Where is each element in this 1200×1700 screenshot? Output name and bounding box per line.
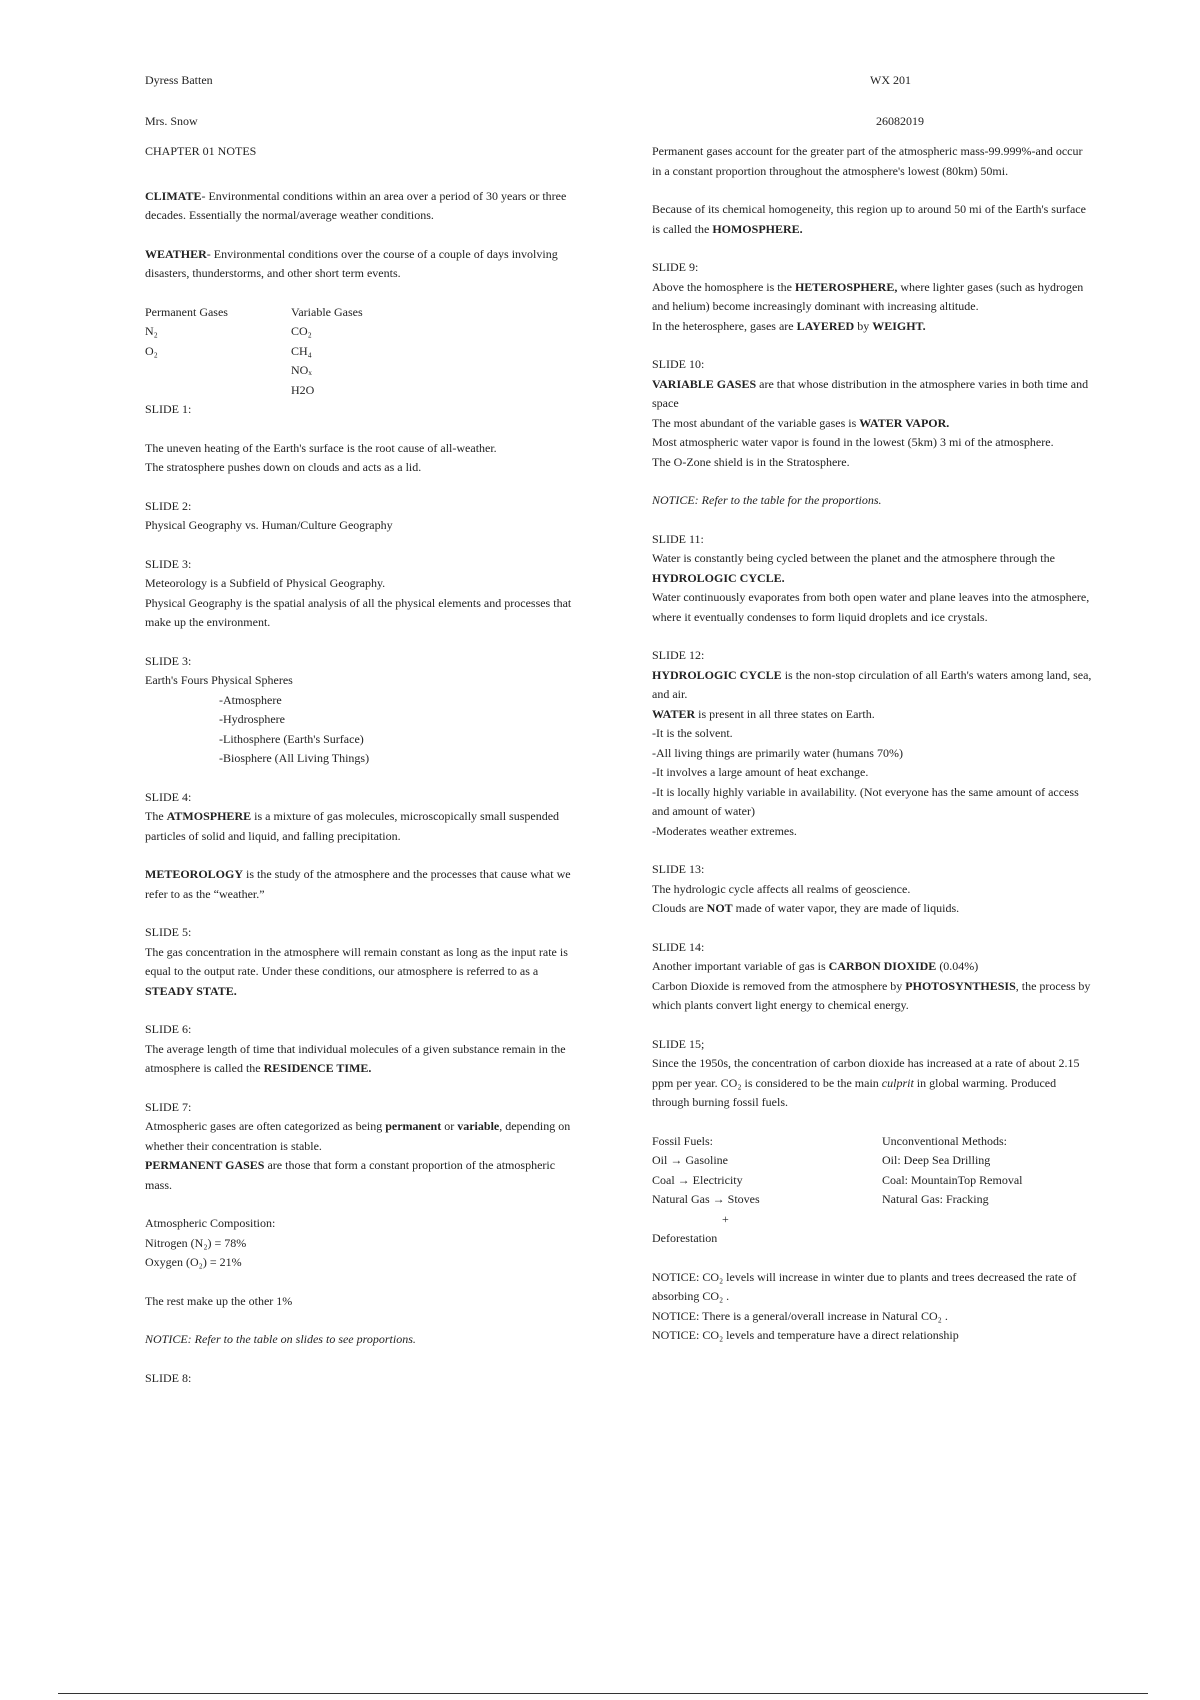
co2-notices	[652, 1268, 1092, 1346]
slide-10-title: SLIDE 10:	[652, 357, 705, 371]
slide-3b	[145, 652, 585, 769]
slide-4	[145, 788, 585, 847]
slide-11-text: Water continuously evaporates from both open water and plane leaves into the atmosphere, where it eventually condenses to form liquid droplets and ice crystals.	[652, 590, 1090, 624]
slide-7-text: , depending on whether their concentration is stable.	[145, 1119, 571, 1153]
climate-term: CLIMATE	[145, 188, 202, 203]
slide-10	[652, 355, 1092, 472]
slide-3a-line: Physical Geography is the spatial analysis of all the physical elements and processes that make up the environment.	[145, 595, 572, 629]
slide-3a-title: SLIDE 3:	[145, 556, 192, 571]
slide-12-text: is the non-stop circulation of all Earth's waters among land, sea, and air.	[652, 667, 1092, 701]
water-fact-item: -It involves a large amount of heat exchange.	[652, 765, 869, 779]
weather-term: WEATHER	[145, 246, 207, 261]
course-code: WX 201	[870, 73, 911, 87]
fossil-fuels-header: Fossil Fuels:	[652, 1133, 714, 1148]
slide-13	[652, 860, 1092, 919]
slide-9-text: Above the homosphere is the	[652, 279, 795, 294]
slide-13-text: made of water vapor, they are made of liquids.	[732, 901, 960, 915]
slide-12	[652, 646, 1092, 841]
slide-13-text: The hydrologic cycle affects all realms of geoscience.	[652, 881, 911, 896]
homosphere-term: HOMOSPHERE.	[712, 221, 803, 236]
water-vapor-term: WATER VAPOR.	[859, 415, 950, 430]
not-term: NOT	[706, 901, 733, 915]
notice-table	[652, 491, 1092, 511]
slide-3b-title: SLIDE 3:	[145, 653, 192, 668]
slide-14-title: SLIDE 14:	[652, 939, 705, 954]
slide-15-text: Since the 1950s, the concentration of carbon dioxide has increased at a rate of about 2.15 ppm per year. CO₂ is considered to be the main	[652, 1056, 1080, 1090]
water-fact-item: -It is the solvent.	[652, 726, 733, 740]
sphere-item: -Atmosphere	[219, 692, 282, 707]
meteorology-definition	[145, 865, 585, 904]
slide-15-title: SLIDE 15;	[652, 1036, 705, 1051]
weight-term: WEIGHT.	[872, 318, 926, 333]
composition-title: Atmospheric Composition:	[145, 1216, 276, 1230]
slide-15	[652, 1035, 1092, 1113]
notice-proportions	[145, 1330, 585, 1350]
slide-5	[145, 923, 585, 1001]
slide-11-text: Water is constantly being cycled between the planet and the atmosphere through the	[652, 551, 1055, 565]
sphere-item: -Hydrosphere	[219, 712, 285, 726]
slide-12-title: SLIDE 12:	[652, 648, 705, 662]
layered-term: LAYERED	[796, 318, 855, 333]
plus-sign: +	[722, 1211, 729, 1226]
composition-line: Oxygen (O₂) = 21%	[145, 1255, 242, 1269]
slide-4-text: is a mixture of gas molecules, microscopically small suspended particles of solid and liquid, and falling precipitation.	[145, 809, 560, 843]
steady-state-term: STEADY STATE.	[145, 983, 237, 998]
homosphere-text: Because of its chemical homogeneity, this region up to around 50 mi of the Earth's surface is called the	[652, 202, 1086, 236]
slide-14-text: , the process by which plants convert light energy to chemical energy.	[652, 978, 1091, 1012]
notice-text: NOTICE: Refer to the table on slides to see proportions.	[145, 1332, 416, 1346]
water-fact-item: -All living things are primarily water (humans 70%)	[652, 745, 903, 760]
water-fact-item: -Moderates weather extremes.	[652, 823, 797, 838]
slide-7-text: or	[441, 1119, 458, 1133]
variable-term: variable	[457, 1119, 500, 1133]
chapter-title: CHAPTER 01 NOTES	[145, 144, 257, 158]
sphere-item: -Biosphere (All Living Things)	[219, 751, 370, 765]
right-column	[652, 142, 1092, 1365]
slide-6-text: The average length of time that individual molecules of a given substance remain in the atmosphere is called the	[145, 1041, 566, 1075]
co2-notice: NOTICE: CO₂ levels and temperature have a direct relationship	[652, 1328, 959, 1342]
date: 26082019	[876, 114, 924, 128]
left-column	[145, 142, 585, 1407]
slide-11	[652, 530, 1092, 628]
slide-1-line: The stratosphere pushes down on clouds and acts as a lid.	[145, 460, 422, 474]
slide-6	[145, 1020, 585, 1079]
homosphere-paragraph	[652, 200, 1092, 239]
permanent-gas: N₂	[145, 324, 158, 338]
slide-11-title: SLIDE 11:	[652, 531, 704, 546]
composition-line: Nitrogen (N₂) = 78%	[145, 1235, 247, 1250]
deforestation: Deforestation	[652, 1231, 718, 1245]
slide-14-text: (0.04%)	[936, 959, 979, 973]
spheres-intro: Earth's Fours Physical Spheres	[145, 673, 293, 687]
carbon-dioxide-term: CARBON DIOXIDE	[828, 959, 937, 973]
variable-gas: CO₂	[291, 324, 312, 338]
unconventional-method-item: Natural Gas: Fracking	[882, 1192, 989, 1206]
variable-gases-header: Variable Gases	[291, 304, 363, 319]
climate-text: - Environmental conditions within an area over a period of 30 years or three decades. Essentially the normal/average weather conditions.	[145, 188, 567, 222]
permanent-term: permanent	[385, 1119, 442, 1133]
slide-15-text: in global warming. Produced through burning fossil fuels.	[652, 1075, 1057, 1109]
slide-9-title: SLIDE 9:	[652, 260, 699, 274]
footer-divider	[58, 1693, 1148, 1694]
weather-text: - Environmental conditions over the course of a couple of days involving disasters, thunderstorms, and other short term events.	[145, 246, 558, 280]
unconventional-method-item: Oil: Deep Sea Drilling	[882, 1153, 991, 1167]
co2-notice: NOTICE: There is a general/overall increase in Natural CO₂ .	[652, 1308, 948, 1323]
meteorology-term: METEOROLOGY	[145, 867, 244, 881]
hydrologic-cycle-term: HYDROLOGIC CYCLE	[652, 667, 782, 682]
hydrologic-cycle-term: HYDROLOGIC CYCLE.	[652, 570, 785, 585]
slide-9-text: In the heterosphere, gases are	[652, 318, 797, 333]
slide-2	[145, 497, 585, 536]
permanent-gases-paragraph: Permanent gases account for the greater part of the atmospheric mass-99.999%-and occur in a constant proportion throughout the atmosphere's lowest (80km) 50mi.	[652, 144, 1083, 178]
variable-gas: NOₓ	[291, 363, 312, 377]
photosynthesis-term: PHOTOSYNTHESIS	[905, 978, 1016, 993]
slide-9-text: by	[854, 318, 873, 333]
co2-notice: NOTICE: CO₂ levels will increase in winter due to plants and trees decreased the rate of absorbing CO₂ .	[652, 1269, 1077, 1303]
slide-13-text: Clouds are	[652, 901, 707, 915]
slide-5-text: The gas concentration in the atmosphere will remain constant as long as the input rate is equal to the output rate. Under these conditions, our atmosphere is referred to as a	[145, 944, 568, 978]
slide-7	[145, 1098, 585, 1196]
slide-10-text: are that whose distribution in the atmosphere varies in both time and space	[652, 376, 1089, 410]
slide-7-text: Atmospheric gases are often categorized as being	[145, 1119, 386, 1133]
variable-gas: CH₄	[291, 343, 312, 358]
culprit-term: culprit	[881, 1075, 914, 1090]
rest-note: The rest make up the other 1%	[145, 1293, 293, 1308]
atmospheric-composition	[145, 1214, 585, 1273]
slide-14	[652, 938, 1092, 1016]
slide-10-text: The most abundant of the variable gases is	[652, 415, 860, 430]
atmosphere-term: ATMOSPHERE	[166, 809, 252, 823]
climate-definition	[145, 187, 585, 226]
fossil-fuel-item: Natural Gas → Stoves	[652, 1192, 760, 1206]
slide-7-text: are those that form a constant proportion of the atmospheric mass.	[145, 1158, 556, 1192]
weather-definition	[145, 245, 585, 284]
permanent-gas: O₂	[145, 343, 158, 358]
slide-3a	[145, 555, 585, 633]
slide-10-text: Most atmospheric water vapor is found in the lowest (5km) 3 mi of the atmosphere.	[652, 435, 1054, 449]
slide-7-title: SLIDE 7:	[145, 1099, 192, 1114]
meteorology-text: is the study of the atmosphere and the processes that cause what we refer to as the “weather.”	[145, 867, 571, 901]
slide-4-pre: The	[145, 809, 167, 823]
slide-10-text: The O-Zone shield is in the Stratosphere.	[652, 454, 850, 469]
fuels-table	[652, 1132, 1092, 1210]
slide-14-text: Another important variable of gas is	[652, 959, 829, 973]
residence-time-term: RESIDENCE TIME.	[263, 1061, 372, 1075]
unconventional-methods-header: Unconventional Methods:	[882, 1133, 1007, 1148]
student-name: Dyress Batten	[145, 73, 213, 87]
slide-14-text: Carbon Dioxide is removed from the atmosphere by	[652, 978, 906, 993]
fossil-fuel-item: Oil → Gasoline	[652, 1153, 728, 1167]
notice-text: NOTICE: Refer to the table for the proportions.	[652, 493, 882, 507]
unconventional-method-item: Coal: MountainTop Removal	[882, 1172, 1023, 1187]
teacher-name: Mrs. Snow	[145, 114, 198, 128]
gases-table	[145, 303, 585, 401]
slide-4-title: SLIDE 4:	[145, 789, 192, 804]
water-term: WATER	[652, 706, 696, 721]
permanent-gases-header: Permanent Gases	[145, 304, 228, 319]
slide-1-title: SLIDE 1:	[145, 402, 192, 416]
variable-gases-term: VARIABLE GASES	[652, 376, 757, 391]
slide-5-title: SLIDE 5:	[145, 925, 192, 939]
slide-6-title: SLIDE 6:	[145, 1022, 192, 1036]
slide-2-title: SLIDE 2:	[145, 498, 192, 513]
slide-9-text: where lighter gases (such as hydrogen and helium) become increasingly dominant with increasing altitude.	[652, 279, 1084, 313]
permanent-gases-term: PERMANENT GASES	[145, 1158, 265, 1172]
slide-1-body	[145, 439, 585, 478]
sphere-item: -Lithosphere (Earth's Surface)	[219, 731, 364, 746]
slide-9	[652, 258, 1092, 336]
slide-13-title: SLIDE 13:	[652, 862, 705, 876]
fossil-fuel-item: Coal → Electricity	[652, 1172, 743, 1187]
variable-gas: H2O	[291, 382, 315, 397]
water-fact-item: -It is locally highly variable in availability. (Not everyone has the same amount of access and amount of water)	[652, 784, 1079, 818]
heterosphere-term: HETEROSPHERE,	[794, 279, 898, 294]
slide-2-text: Physical Geography vs. Human/Culture Geography	[145, 518, 393, 532]
slide-3a-line: Meteorology is a Subfield of Physical Geography.	[145, 576, 386, 590]
slide-8-title: SLIDE 8:	[145, 1370, 192, 1385]
slide-12-text: is present in all three states on Earth.	[695, 706, 875, 721]
slide-1-line: The uneven heating of the Earth's surface is the root cause of all-weather.	[145, 440, 497, 455]
